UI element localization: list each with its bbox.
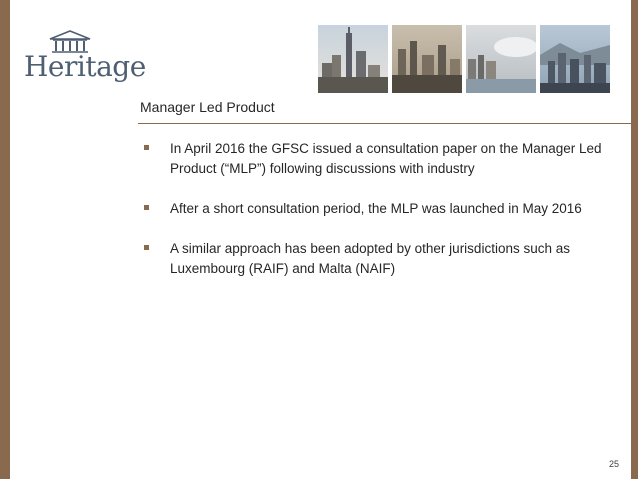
page-number: 25 xyxy=(608,459,619,469)
heritage-logo xyxy=(24,30,146,86)
city-skyline-photo xyxy=(540,25,610,93)
bullet-text: In April 2016 the GFSC issued a consultation paper on the Manager Led Product (“MLP”) following discussions with industry xyxy=(170,141,602,176)
logo-wordmark: Heritage xyxy=(24,50,146,83)
title-divider xyxy=(138,123,631,124)
left-accent-bar xyxy=(0,0,10,479)
list-item xyxy=(144,239,614,279)
bullet-text: A similar approach has been adopted by other jurisdictions such as Luxembourg (RAIF) and Malta (NAIF) xyxy=(170,241,570,276)
list-item xyxy=(144,199,614,219)
list-item xyxy=(144,139,614,179)
city-skyline-photo xyxy=(318,25,388,93)
city-harbour-photo xyxy=(466,25,536,93)
bullet-list xyxy=(144,139,614,299)
slide-title: Manager Led Product xyxy=(140,99,275,115)
square-bullet-icon xyxy=(144,145,149,150)
city-skyline-photo xyxy=(392,25,462,93)
square-bullet-icon xyxy=(144,245,149,250)
square-bullet-icon xyxy=(144,205,149,210)
bullet-text: After a short consultation period, the MLP was launched in May 2016 xyxy=(170,201,582,216)
right-accent-bar xyxy=(631,0,638,479)
